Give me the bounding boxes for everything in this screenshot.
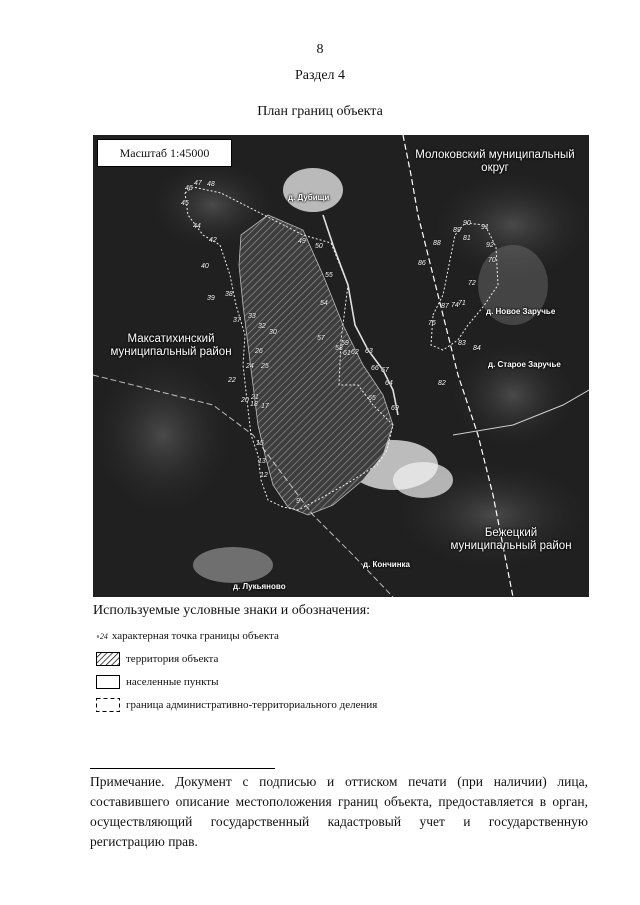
legend-point-sample: 24 [99,631,108,641]
legend-title: Используемые условные знаки и обозначения: [93,603,371,618]
boundary-point-label: 12 [260,472,268,479]
boundary-point-label: 89 [453,227,461,234]
boundary-point-label: 59 [341,340,349,347]
section-heading: Раздел 4 [294,68,346,83]
boundary-point-label: 71 [458,300,466,307]
boundary-point-label: 74 [451,302,459,309]
boundary-point-label: 26 [255,348,263,355]
boundary-point-label: 65 [368,395,376,402]
legend-point-label: характерная точка границы объекта [111,630,279,642]
boundary-point-label: 84 [473,345,481,352]
plan-title: План границ объекта [257,104,383,119]
boundary-point-label: 91 [481,224,489,231]
boundary-point-label: 42 [209,237,217,244]
boundary-point-label: 45 [181,200,189,207]
village-konchinka: д. Кончинка [363,560,410,569]
boundary-point-label: 21 [251,394,259,401]
boundary-point-label: 72 [468,280,476,287]
legend-admin-border [96,698,377,712]
boundary-point-label: 38 [225,291,233,298]
boundary-point-label: 88 [433,240,441,247]
legend-settlements-label: населенные пункты [126,676,219,688]
boundary-point-label: 76 [428,320,436,327]
boundary-point-label: 61 [343,350,351,357]
boundary-point-label: 58 [335,345,343,352]
boundary-point-label: 39 [207,295,215,302]
village-dubishchi: д. Дубищи [288,193,330,202]
boundary-point-label: 30 [269,329,277,336]
footnote-note: Примечание. Документ с подписью и оттиском печати (при наличии) лица, составившего описание местоположения границ объекта, предоставляется в орган, осуществляющий государственный кадастровый учет и государственную регистрацию прав. [90,774,588,849]
hatched-area-icon [96,652,120,666]
legend-point [96,630,279,642]
legend-settlements [96,675,219,689]
legend-territory-label: территория объекта [126,653,219,665]
boundary-point-label: 48 [207,181,215,188]
footnote-divider [90,768,275,769]
map-scale: Масштаб 1:45000 [97,139,232,167]
page-number: 8 [316,42,324,57]
boundary-point-label: 81 [463,235,471,242]
boundary-point-label: 9 [296,498,300,505]
village-lukyanovo: д. Лукьяново [233,582,286,591]
boundary-point-label: 15 [256,440,264,447]
boundary-point-label: 92 [486,242,494,249]
label-bezhetsky: Бежецкий муниципальный район [450,527,572,552]
boundary-point-label: 82 [438,380,446,387]
dashed-border-icon [96,698,120,712]
boundary-point-label: 40 [201,263,209,270]
legend-territory [96,652,218,666]
boundary-point-label: 50 [315,243,323,250]
boundary-point-label: 70 [488,257,496,264]
boundary-point-label: 37 [233,317,241,324]
boundary-point-label: 49 [298,238,306,245]
boundary-point-label: 20 [241,397,249,404]
boundary-point-label: 67 [381,367,389,374]
boundary-point-label: 13 [258,458,266,465]
boundary-point-label: 62 [351,349,359,356]
boundary-point-label: 17 [261,403,269,410]
point-symbol-icon: ∘24 [96,631,108,641]
boundary-point-label: 63 [365,348,373,355]
boundary-map [93,135,589,597]
boundary-point-label: 47 [194,180,202,187]
boundary-point-label: 25 [261,363,269,370]
boundary-point-label: 83 [458,340,466,347]
boundary-point-label: 33 [248,313,256,320]
boundary-point-label: 54 [320,300,328,307]
boundary-point-label: 55 [325,272,333,279]
boundary-point-label: 69 [391,405,399,412]
boundary-point-label: 32 [258,323,266,330]
boundary-point-label: 86 [418,260,426,267]
settlement-box-icon [96,675,120,689]
boundary-point-label: 46 [185,185,193,192]
village-staroe-zaruchye: д. Старое Заручье [488,360,561,369]
boundary-point-label: 66 [371,365,379,372]
boundary-point-label: 24 [246,363,254,370]
boundary-point-label: 18 [250,401,258,408]
boundary-point-label: 44 [193,223,201,230]
label-maksatikhinsky: Максатихинский муниципальный район [110,333,232,358]
legend-admin-border-label: граница административно-территориального деления [126,699,378,711]
label-molokovsky: Молоковский муниципальный округ [415,149,575,174]
village-novoe-zaruchye: д. Новое Заручье [486,307,556,316]
boundary-point-label: 87 [441,303,449,310]
boundary-point-label: 64 [385,380,393,387]
boundary-point-label: 90 [463,220,471,227]
boundary-point-label: 57 [317,335,325,342]
boundary-point-label: 22 [228,377,236,384]
